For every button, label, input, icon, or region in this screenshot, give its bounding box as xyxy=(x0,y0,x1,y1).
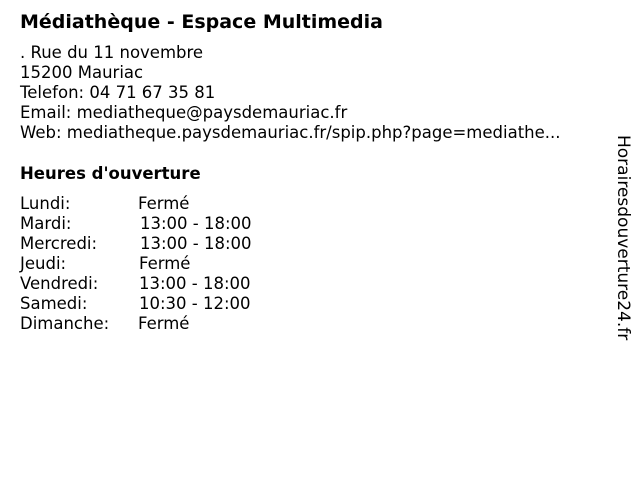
day-hours: 13:00 - 18:00 xyxy=(140,234,252,253)
address-block xyxy=(20,43,561,143)
day-hours: Fermé xyxy=(139,254,191,273)
day-label: Mercredi: xyxy=(20,234,98,253)
day-hours: 13:00 - 18:00 xyxy=(140,214,252,233)
watermark-text: Horairesdouverture24.fr xyxy=(613,135,633,341)
street-address: . Rue du 11 novembre xyxy=(20,43,204,62)
day-label: Vendredi: xyxy=(20,274,99,293)
day-label: Jeudi: xyxy=(20,254,67,273)
day-label: Lundi: xyxy=(20,194,71,213)
day-hours: 10:30 - 12:00 xyxy=(139,294,251,313)
email-address: Email: mediatheque@paysdemauriac.fr xyxy=(20,103,348,122)
day-hours: Fermé xyxy=(138,194,190,213)
day-hours: 13:00 - 18:00 xyxy=(139,274,251,293)
day-label: Mardi: xyxy=(20,214,72,233)
phone-number: Telefon: 04 71 67 35 81 xyxy=(20,83,216,102)
watermark xyxy=(612,135,634,375)
day-hours: Fermé xyxy=(138,314,190,333)
page-title: Médiathèque - Espace Multimedia xyxy=(20,11,383,33)
opening-hours-heading: Heures d'ouverture xyxy=(20,164,201,183)
day-label: Samedi: xyxy=(20,294,88,313)
city: 15200 Mauriac xyxy=(20,63,144,82)
website-url: Web: mediatheque.paysdemauriac.fr/spip.php?page=mediathe... xyxy=(20,123,561,142)
day-label: Dimanche: xyxy=(20,314,110,333)
